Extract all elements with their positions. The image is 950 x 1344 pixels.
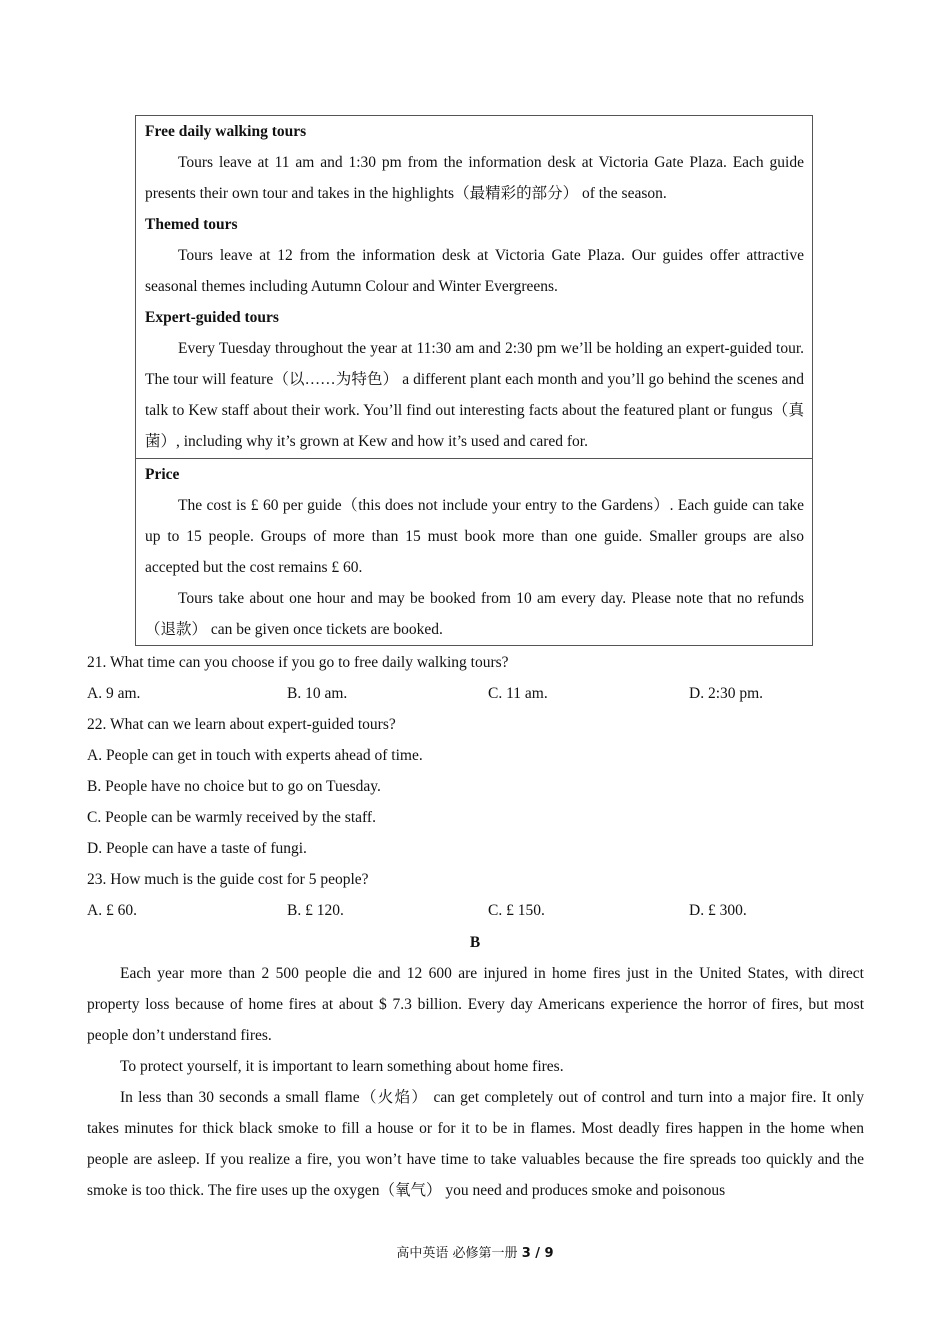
passage-paragraph: Each year more than 2 500 people die and 12 600 are injured in home fires just in the United States, with direct property loss because of home fires at about $ 7.3 billion. Every day Americans experience the horror of fires, but most people don’t understand fires. [87, 965, 864, 1044]
question-22-stem: 22. What can we learn about expert-guided tours? [87, 716, 396, 733]
option-c: C. 11 am. [488, 685, 548, 702]
section-b-passage [87, 958, 864, 1206]
option-a: A. People can get in touch with experts ahead of time. [87, 747, 423, 764]
price-text-2: Tours take about one hour and may be booked from 10 am every day. Please note that no refunds（退款） can be given once tickets are booked. [145, 590, 804, 638]
question-23-options [87, 895, 865, 926]
tours-notice-box [135, 115, 813, 459]
option-b: B. £ 120. [287, 902, 344, 919]
walking-tours-heading: Free daily walking tours [145, 123, 307, 140]
option-c: C. People can be warmly received by the staff. [87, 809, 376, 826]
page-number: 3 / 9 [521, 1246, 554, 1261]
option-b: B. People have no choice but to go on Tuesday. [87, 778, 381, 795]
questions [87, 647, 865, 926]
passage-paragraph: In less than 30 seconds a small flame（火焰） can get completely out of control and turn into a major fire. It only takes minutes for thick black smoke to fill a house or for it to be in flames. Most deadly fires happen in the home when people are asleep. If you realize a fire, you won’t have time to take valuables because the fire spreads too quickly and the smoke is too thick. The fire uses up the oxygen（氧气） you need and produces smoke and poisonous [87, 1089, 864, 1199]
option-d: D. 2:30 pm. [689, 685, 764, 702]
section-b-label: B [469, 934, 481, 951]
expert-tours-text: Every Tuesday throughout the year at 11:30 am and 2:30 pm we’ll be holding an expert-guided tour. The tour will feature（以……为特色） a different plant each month and you’ll go behind the scenes and talk to Kew staff about their work. You’ll find out interesting facts about the featured plant or fungus（真菌）, including why it’s grown at Kew and how it’s used and cared for. [145, 340, 804, 450]
option-d: D. People can have a taste of fungi. [87, 840, 307, 857]
walking-tours-text: Tours leave at 11 am and 1:30 pm from the information desk at Victoria Gate Plaza. Each guide presents their own tour and takes in the highlights（最精彩的部分） of the season. [145, 154, 804, 202]
themed-tours-heading: Themed tours [145, 216, 238, 233]
page-footer [0, 1244, 950, 1264]
footer-course-title: 高中英语 必修第一册 [396, 1246, 522, 1261]
price-notice-box [135, 458, 813, 646]
price-heading: Price [145, 466, 180, 483]
themed-tours-text: Tours leave at 12 from the information desk at Victoria Gate Plaza. Our guides offer attractive seasonal themes including Autumn Colour and Winter Evergreens. [145, 247, 804, 295]
option-b: B. 10 am. [287, 685, 348, 702]
expert-tours-heading: Expert-guided tours [145, 309, 279, 326]
question-23-stem: 23. How much is the guide cost for 5 people? [87, 871, 369, 888]
passage-paragraph: To protect yourself, it is important to learn something about home fires. [120, 1058, 564, 1075]
option-a: A. 9 am. [87, 685, 141, 702]
question-21-options [87, 678, 865, 709]
option-d: D. £ 300. [689, 902, 747, 919]
price-text-1: The cost is £ 60 per guide（this does not include your entry to the Gardens）. Each guide can take up to 15 people. Groups of more than 15 must book more than one guide. Smaller groups are also accepted but the cost remains £ 60. [145, 497, 804, 576]
option-a: A. £ 60. [87, 902, 137, 919]
question-21-stem: 21. What time can you choose if you go to free daily walking tours? [87, 654, 509, 671]
option-c: C. £ 150. [488, 902, 545, 919]
